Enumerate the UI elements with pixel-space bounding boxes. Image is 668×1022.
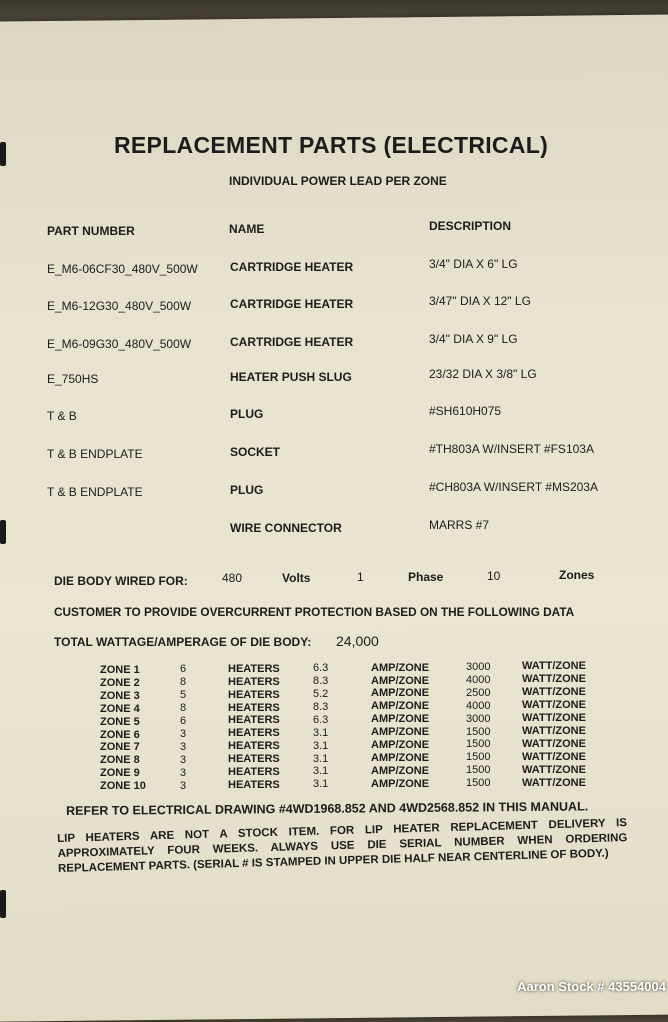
heaters-label-cell: HEATERS bbox=[228, 753, 280, 766]
amp-value-cell: 3.1 bbox=[313, 726, 329, 739]
heaters-label-cell: HEATERS bbox=[228, 727, 280, 740]
part-name-cell: PLUG bbox=[230, 407, 264, 421]
refer-note: REFER TO ELECTRICAL DRAWING #4WD1968.852 AND 4WD2568.852 IN THIS MANUAL. bbox=[66, 799, 589, 818]
total-label: TOTAL WATTAGE/AMPERAGE OF DIE BODY: bbox=[54, 635, 312, 649]
phase-value: 1 bbox=[357, 570, 364, 584]
part-number-cell: T & B bbox=[47, 409, 77, 423]
part-description-cell: MARRS #7 bbox=[429, 518, 490, 532]
part-name-cell: SOCKET bbox=[230, 445, 281, 459]
header-part-number: PART NUMBER bbox=[47, 224, 135, 238]
heater-count-cell: 8 bbox=[180, 702, 187, 715]
part-name-cell: CARTRIDGE HEATER bbox=[230, 297, 354, 311]
zone-label-cell: ZONE 9 bbox=[100, 767, 140, 780]
part-description-cell: #SH610H075 bbox=[429, 404, 502, 418]
part-description-cell: 3/4" DIA X 9" LG bbox=[429, 332, 518, 346]
amp-value-cell: 6.3 bbox=[313, 713, 329, 726]
volts-label: Volts bbox=[282, 571, 311, 585]
heater-count-cell: 8 bbox=[180, 676, 187, 689]
part-description-cell: 23/32 DIA X 3/8" LG bbox=[429, 367, 537, 381]
heaters-label-cell: HEATERS bbox=[228, 778, 280, 791]
zone-label-cell: ZONE 1 bbox=[100, 664, 140, 676]
customer-note: CUSTOMER TO PROVIDE OVERCURRENT PROTECTION BASED ON THE FOLLOWING DATA bbox=[54, 605, 575, 619]
amp-label-cell: AMP/ZONE bbox=[371, 713, 430, 726]
header-name: NAME bbox=[229, 222, 265, 236]
watt-label-cell: WATT/ZONE bbox=[522, 763, 586, 776]
watt-value-cell: 1500 bbox=[466, 738, 491, 751]
page-title: REPLACEMENT PARTS (ELECTRICAL) bbox=[114, 132, 549, 158]
amp-value-cell: 8.3 bbox=[313, 700, 329, 713]
amp-value-cell: 3.1 bbox=[313, 765, 329, 778]
phase-label: Phase bbox=[408, 570, 444, 584]
lip-heater-note: LIP HEATERS ARE NOT A STOCK ITEM. FOR LIP HEATER REPLACEMENT DELIVERY IS APPROXIMATELY FOUR WEEKS. ALWAYS USE DIE SERIAL NUMBER WHEN ORDERING REPLACEMENT PARTS. (SERIAL # IS STAMPED IN UPPER DIE HALF NEAR CENTERLINE OF BODY.) bbox=[57, 817, 628, 875]
watt-value-cell: 3000 bbox=[466, 712, 491, 725]
part-description-cell: 3/4" DIA X 6" LG bbox=[429, 257, 518, 271]
zone-label-cell: ZONE 3 bbox=[100, 689, 140, 702]
zone-label-cell: ZONE 7 bbox=[100, 741, 140, 754]
amp-label-cell: AMP/ZONE bbox=[371, 674, 430, 687]
watt-label-cell: WATT/ZONE bbox=[522, 712, 586, 724]
header-description: DESCRIPTION bbox=[429, 219, 512, 233]
volts-value: 480 bbox=[222, 571, 243, 585]
part-number-cell: E_M6-06CF30_480V_500W bbox=[47, 262, 198, 276]
heater-count-cell: 3 bbox=[180, 766, 187, 779]
amp-value-cell: 5.2 bbox=[313, 688, 329, 700]
amp-value-cell: 3.1 bbox=[313, 752, 329, 765]
watt-value-cell: 1500 bbox=[466, 777, 491, 790]
die-body-label: DIE BODY WIRED FOR: bbox=[54, 574, 188, 588]
watt-label-cell: WATT/ZONE bbox=[522, 724, 586, 737]
total-value: 24,000 bbox=[336, 633, 379, 649]
amp-label-cell: AMP/ZONE bbox=[371, 751, 430, 764]
part-name-cell: PLUG bbox=[230, 483, 264, 497]
watt-label-cell: WATT/ZONE bbox=[522, 750, 586, 763]
zones-label: Zones bbox=[559, 568, 595, 582]
part-name-cell: CARTRIDGE HEATER bbox=[230, 260, 354, 274]
heater-count-cell: 6 bbox=[180, 663, 187, 676]
part-name-cell: WIRE CONNECTOR bbox=[230, 521, 342, 535]
watt-label-cell: WATT/ZONE bbox=[522, 686, 586, 699]
heaters-label-cell: HEATERS bbox=[228, 740, 280, 753]
part-description-cell: #CH803A W/INSERT #MS203A bbox=[429, 480, 598, 494]
watt-value-cell: 1500 bbox=[466, 725, 491, 738]
watt-value-cell: 1500 bbox=[466, 764, 491, 777]
heater-count-cell: 3 bbox=[180, 779, 187, 792]
amp-label-cell: AMP/ZONE bbox=[371, 687, 430, 700]
watt-value-cell: 4000 bbox=[466, 699, 491, 712]
amp-label-cell: AMP/ZONE bbox=[371, 764, 430, 777]
part-number-cell: E_M6-12G30_480V_500W bbox=[47, 299, 192, 313]
watt-value-cell: 4000 bbox=[466, 673, 491, 686]
amp-label-cell: AMP/ZONE bbox=[371, 700, 430, 713]
heaters-label-cell: HEATERS bbox=[228, 675, 280, 688]
part-name-cell: HEATER PUSH SLUG bbox=[230, 370, 352, 384]
amp-value-cell: 6.3 bbox=[313, 662, 329, 675]
heater-count-cell: 3 bbox=[180, 740, 187, 753]
part-number-cell: E_750HS bbox=[47, 372, 99, 386]
heater-count-cell: 5 bbox=[180, 689, 187, 702]
part-number-cell: T & B ENDPLATE bbox=[47, 447, 143, 461]
watt-value-cell: 3000 bbox=[466, 661, 491, 673]
watt-label-cell: WATT/ZONE bbox=[522, 660, 586, 673]
watt-label-cell: WATT/ZONE bbox=[522, 673, 586, 686]
part-description-cell: #TH803A W/INSERT #FS103A bbox=[429, 442, 594, 456]
amp-label-cell: AMP/ZONE bbox=[371, 777, 430, 790]
zones-value: 10 bbox=[487, 569, 501, 583]
heater-count-cell: 6 bbox=[180, 715, 187, 727]
amp-label-cell: AMP/ZONE bbox=[371, 739, 430, 751]
watt-label-cell: WATT/ZONE bbox=[522, 699, 586, 712]
part-number-cell: T & B ENDPLATE bbox=[47, 485, 143, 499]
zone-label-cell: ZONE 5 bbox=[100, 715, 140, 728]
amp-value-cell: 3.1 bbox=[313, 739, 329, 752]
zone-label-cell: ZONE 6 bbox=[100, 728, 140, 741]
zone-label-cell: ZONE 10 bbox=[100, 780, 146, 793]
part-name-cell: CARTRIDGE HEATER bbox=[230, 335, 354, 349]
amp-label-cell: AMP/ZONE bbox=[371, 661, 430, 674]
heaters-label-cell: HEATERS bbox=[228, 766, 280, 778]
zone-label-cell: ZONE 2 bbox=[100, 676, 140, 689]
zone-label-cell: ZONE 8 bbox=[100, 754, 140, 767]
page-subtitle: INDIVIDUAL POWER LEAD PER ZONE bbox=[229, 174, 447, 188]
heaters-label-cell: HEATERS bbox=[228, 714, 280, 727]
heater-count-cell: 3 bbox=[180, 753, 187, 766]
amp-label-cell: AMP/ZONE bbox=[371, 726, 430, 739]
heater-count-cell: 3 bbox=[180, 727, 187, 740]
zone-label-cell: ZONE 4 bbox=[100, 702, 140, 715]
heaters-label-cell: HEATERS bbox=[228, 701, 280, 714]
watt-value-cell: 2500 bbox=[466, 686, 491, 699]
part-number-cell: E_M6-09G30_480V_500W bbox=[47, 337, 192, 351]
watermark: Aaron Stock # 43554004 bbox=[517, 979, 666, 994]
heaters-label-cell: HEATERS bbox=[228, 662, 280, 675]
watt-label-cell: WATT/ZONE bbox=[522, 776, 586, 789]
amp-value-cell: 8.3 bbox=[313, 675, 329, 688]
part-description-cell: 3/47" DIA X 12" LG bbox=[429, 294, 531, 308]
watt-label-cell: WATT/ZONE bbox=[522, 737, 586, 750]
amp-value-cell: 3.1 bbox=[313, 778, 329, 791]
heaters-label-cell: HEATERS bbox=[228, 688, 280, 701]
watt-value-cell: 1500 bbox=[466, 751, 491, 764]
